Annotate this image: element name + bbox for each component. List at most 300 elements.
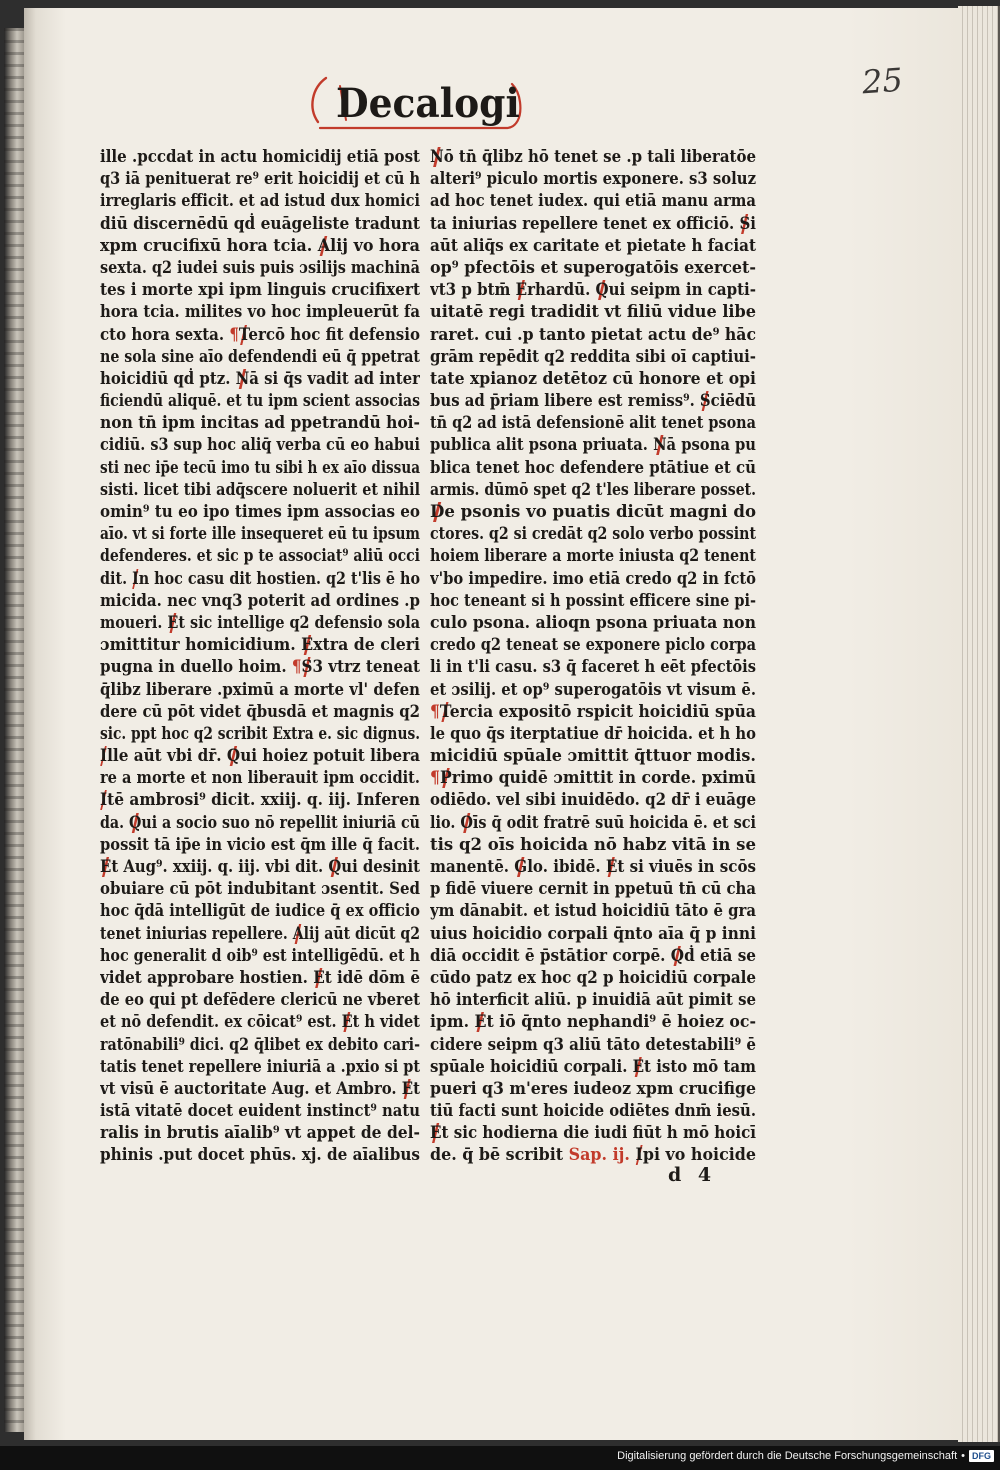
text-line-content (100, 968, 420, 988)
text-run: li in t'li casu. s3 q̄ faceret h eēt pfectōis (430, 657, 756, 678)
rubricated-initial: E (430, 1123, 442, 1144)
text-line-content (100, 369, 420, 389)
rubricated-initial: E (301, 635, 314, 656)
text-line (430, 723, 756, 745)
adjacent-page-edge (4, 28, 24, 1432)
text-run: tate xpianoz detētoz cū honore et opi (430, 368, 756, 389)
text-line-content (100, 680, 420, 700)
footer-content (617, 1450, 994, 1462)
text-run: ipm. (430, 1012, 475, 1033)
text-run: videt approbare hostien. (100, 967, 314, 988)
text-run: aīo. vt si forte ille insequeret eū tu ipsum (100, 524, 420, 545)
rubricated-initial: E (515, 280, 528, 301)
text-line (430, 168, 756, 190)
text-line (430, 1034, 756, 1056)
text-line-content (430, 524, 756, 544)
text-run: de. q̄ bē scribit (430, 1145, 569, 1166)
text-line-content (430, 901, 756, 921)
text-run: le quo q̄s iterptatiue dr̄ hoicida. et h ho (430, 723, 756, 744)
text-line-content (100, 236, 420, 256)
text-line-content (100, 413, 420, 433)
rubricated-initial: E (401, 1078, 414, 1099)
text-line-content (430, 1145, 756, 1165)
text-run: tes i morte xpi ipm linguis crucifixert (100, 280, 420, 301)
text-line-content (100, 435, 420, 455)
text-run: possit tā ip̄e in vicio est q̄m ille q̄ facit. (100, 834, 420, 855)
text-line (100, 235, 420, 257)
text-line (430, 1100, 756, 1122)
text-run: sisti. licet tibi adq̄scere noluerit et nihil (100, 479, 420, 500)
text-line-content (100, 768, 420, 788)
text-line-content (100, 524, 420, 544)
text-line (100, 856, 420, 878)
rubricated-initial: Q (670, 945, 685, 966)
text-line (100, 324, 420, 346)
text-line (430, 523, 756, 545)
text-line (430, 900, 756, 922)
text-line (430, 1122, 756, 1144)
text-run: ym dānabit. et istud hoicidiū tāto ē gra (430, 901, 756, 922)
text-line-content (430, 169, 756, 189)
text-line-content (430, 813, 756, 833)
text-run: n hoc casu dit hostien. q2 t'lis ē ho (138, 568, 420, 589)
text-line (100, 168, 420, 190)
text-line-content (430, 1057, 756, 1077)
rubricated-initial: E (632, 1056, 645, 1077)
text-line (430, 457, 756, 479)
dfg-logo: DFG (969, 1450, 994, 1462)
text-line (100, 900, 420, 922)
text-line-content (430, 657, 756, 677)
text-line-content (430, 546, 756, 566)
text-line (100, 279, 420, 301)
text-line (430, 1011, 756, 1033)
text-line-content (100, 813, 420, 833)
text-run: ɔmittitur homicidium. (100, 635, 302, 656)
footer-separator: • (961, 1450, 965, 1462)
rubricated-initial: I (132, 568, 139, 589)
text-line (100, 1122, 420, 1144)
text-run: lij vo hora (330, 235, 420, 256)
text-run: raret. cui .p tanto pietat actu de⁹ hāc (430, 324, 756, 345)
text-line (100, 457, 420, 479)
text-line-content (430, 724, 756, 744)
text-run: bus ad p̄riam libere est remiss⁹. (430, 391, 700, 412)
text-line-content (100, 325, 420, 345)
text-line (100, 523, 420, 545)
text-line (100, 590, 420, 612)
text-run: tis q2 oīs hoicida nō habz vitā in se (430, 834, 756, 855)
text-run: diā occidit ē p̄stātior corpē. (430, 945, 671, 966)
text-line-content (430, 325, 756, 345)
page-stack-edges (958, 6, 1000, 1442)
text-run: ficiendū aliquē. et tu ipm scient associas (100, 391, 420, 412)
rubricated-initial: G (514, 857, 528, 877)
text-line (430, 434, 756, 456)
text-run: ta iniurias repellere tenet ex officiō. (430, 213, 740, 234)
text-run: ui a socio suo nō repellit iniuriā cū (141, 812, 420, 833)
text-run: tenet iniurias repellere. (100, 923, 293, 944)
text-run: rimo quidē ɔmittit in corde. pximū (451, 768, 756, 789)
text-run: hoc q̄dā intelligūt de iudice q̄ ex officio (100, 901, 420, 922)
text-line (100, 656, 420, 678)
text-line (100, 701, 420, 723)
text-run: uitatē regi tradidit vt filiū vidue libe (430, 302, 756, 323)
text-line (100, 723, 420, 745)
text-run: uius hoicidio corpali q̄nto aīa q̄ p inni (430, 923, 756, 944)
text-line-content (430, 391, 756, 411)
text-line-content (430, 790, 756, 810)
text-line-content (100, 879, 420, 899)
text-line-content (430, 1012, 756, 1032)
text-run: e psonis vo puatis dicūt magni do (444, 502, 756, 522)
text-line (430, 324, 756, 346)
text-run: t idē dōm ē (324, 967, 420, 988)
text-run: lle aūt vbi dr̄. (107, 746, 227, 767)
text-line (100, 834, 420, 856)
rubric-mark: ¶ (430, 701, 440, 722)
rubricated-initial: E (474, 1012, 487, 1033)
rubricated-initial: Q (226, 746, 241, 767)
text-line-content (430, 968, 756, 988)
text-line (100, 945, 420, 967)
text-line-content (430, 480, 756, 500)
text-line (430, 568, 756, 590)
text-run: defenderes. et sic p te associat⁹ aliū occi (100, 546, 420, 567)
text-line-content (100, 480, 420, 500)
text-line-content (430, 502, 756, 522)
text-run: hoc generalit d oib⁹ est intelligēdū. et h (100, 945, 420, 966)
text-line-content (100, 1035, 420, 1055)
text-run: vt visū ē auctoritate Aug. et Ambro. (100, 1078, 402, 1099)
text-run: dere cū pōt videt q̄busdā et magnis q2 (100, 701, 420, 722)
text-line (100, 767, 420, 789)
text-run: lo. ibidē. (527, 857, 606, 877)
text-line-content (100, 1079, 420, 1099)
text-line (100, 1034, 420, 1056)
text-run: xtra de cleri (313, 635, 420, 656)
text-line (100, 412, 420, 434)
rubricated-initial: E (341, 1012, 353, 1033)
text-line (100, 301, 420, 323)
footer-credit: Digitalisierung gefördert durch die Deutsche Forschungsgemeinschaft (617, 1450, 958, 1462)
text-line (430, 701, 756, 723)
text-line (430, 545, 756, 567)
text-line-content (100, 214, 420, 234)
rubricated-initial: I (635, 1145, 643, 1166)
text-run: lij aūt dicūt q2 (303, 923, 420, 944)
text-line-content (100, 635, 420, 655)
rubricated-initial: E (167, 612, 179, 633)
text-line-content (430, 1123, 756, 1143)
text-line (100, 1078, 420, 1100)
text-run: ḋ etiā se (684, 945, 756, 966)
rubricated-initial: S (739, 213, 751, 234)
text-run: spūale hoicidiū corpali. (430, 1056, 633, 1077)
text-run: sic. ppt hoc q2 scribit Extra e. sic dignus. (100, 723, 420, 744)
rubricated-initial: T (238, 324, 249, 345)
text-line (430, 834, 756, 856)
text-line-content (430, 768, 756, 788)
text-line-content (430, 458, 756, 478)
text-line (430, 146, 756, 168)
text-line-content (430, 613, 756, 633)
text-line-content (100, 458, 420, 478)
text-run: hoc teneant si h possint efficere sine pi- (430, 590, 756, 611)
text-line (100, 146, 420, 168)
text-line-content (100, 857, 420, 877)
text-run: de eo qui pt defēdere clericū ne vberet (100, 990, 420, 1011)
rubric-mark: Sap. ij. (568, 1145, 630, 1166)
text-run: pugna in duello hoim. (100, 657, 292, 678)
rubric-mark: ¶ (430, 768, 440, 789)
text-line-content (430, 147, 756, 167)
text-line-content (430, 879, 756, 899)
text-line (100, 346, 420, 368)
text-run: i (750, 213, 756, 234)
text-run: tn̄ q2 ad istā defensionē alit tenet psona (430, 413, 756, 434)
text-run: grām repēdit q2 reddita sibi oī captiui- (430, 346, 756, 367)
text-run: ad hoc tenet iudex. qui etiā manu arma (430, 191, 756, 212)
rubricated-initial: E (605, 857, 618, 877)
text-run: hoicidiū qḋ ptz. (100, 368, 236, 389)
text-run: t (413, 1078, 420, 1099)
text-line-content (100, 657, 420, 677)
rubricated-initial: I (100, 746, 108, 767)
text-line-content (430, 302, 756, 322)
text-line (430, 923, 756, 945)
text-line-content (430, 1079, 756, 1099)
rubric-mark: ¶ (229, 324, 239, 345)
text-line-content (100, 546, 420, 566)
text-run: culo psona. alioqn psona priuata non (430, 612, 756, 633)
text-run: hō interficit aliū. p inuidiā aūt pimit se (430, 990, 756, 1011)
text-run: micida. nec vnq3 poterit ad ordines .p (100, 590, 420, 611)
rubricated-initial: A (317, 235, 331, 256)
text-run: ralis in brutis aīalib⁹ vt appet de del- (100, 1123, 420, 1144)
text-run: armis. dūmō spet q2 t'les liberare posset. (430, 479, 756, 500)
text-line-content (100, 347, 420, 367)
text-line (430, 967, 756, 989)
text-line-content (100, 1012, 420, 1032)
text-run: ui desinit (341, 857, 420, 877)
rubricated-initial: N (653, 435, 667, 456)
text-line-content (100, 591, 420, 611)
text-run: moueri. (100, 612, 168, 633)
text-line (430, 856, 756, 878)
text-line (100, 612, 420, 634)
text-line (430, 767, 756, 789)
rubricated-initial: N (430, 147, 444, 167)
text-line (430, 479, 756, 501)
text-run: ille .pccdat in actu homicidij etiā post (100, 147, 420, 167)
text-line (100, 368, 420, 390)
text-run: hora tcia. milites vo hoc impleuerūt fa (100, 302, 420, 323)
text-run: ui seipm in capti- (608, 280, 756, 301)
text-line (100, 679, 420, 701)
text-line-content (100, 746, 420, 766)
text-line (100, 190, 420, 212)
text-line-content (430, 236, 756, 256)
text-run: hoiem liberare a morte iniusta q2 tenent (430, 546, 756, 567)
text-line-content (100, 169, 420, 189)
text-run: ctores. q2 si credāt q2 solo verbo possint (430, 524, 756, 545)
text-run: v'bo impedire. imo etiā credo q2 in fctō (430, 568, 756, 589)
text-line-content (430, 280, 756, 300)
text-run: cidere seipm q3 aliū tāto detestabili⁹ ē (430, 1034, 756, 1055)
text-run: q3 iā penituerat re⁹ erit hoicidij et cū h (100, 169, 420, 190)
text-line-content (430, 1101, 756, 1121)
rubricated-initial: E (313, 967, 325, 988)
rubricated-initial: T (439, 701, 450, 722)
text-line (430, 612, 756, 634)
text-run: vt3 p btm̄ (430, 280, 516, 301)
text-line-content (100, 1145, 420, 1165)
text-line (100, 745, 420, 767)
text-run: publica alit psona priuata. (430, 435, 654, 456)
text-run: rhardū. (527, 280, 596, 301)
text-run: phinis .put docet phūs. xj. de aīalibus (100, 1145, 420, 1166)
rubricated-initial: P (439, 768, 452, 789)
text-line-content (430, 857, 756, 877)
rubricated-initial: Q (328, 857, 342, 877)
text-run: t Aug⁹. xxiij. q. iij. vbi dit. (111, 857, 329, 877)
text-run: ne sola sine aīo defendendi eū q̄ ppetrat (100, 346, 420, 367)
text-line (430, 390, 756, 412)
text-run: pi vo hoicide (642, 1145, 756, 1166)
text-run: op⁹ pfectōis et superogatōis exercet- (430, 257, 756, 278)
text-line (100, 568, 420, 590)
text-run: sti nec ip̄e tecū imo tu sibi h ex aīo dissua (100, 457, 420, 478)
text-run: t sic intellige q2 defensio sola (178, 612, 420, 633)
text-run: t iō q̄nto nephandi⁹ ē hoiez oc- (486, 1012, 756, 1033)
text-line (100, 789, 420, 811)
text-run: t sic hodierna die iudi fiūt h mō hoicī (441, 1123, 756, 1144)
text-line (100, 213, 420, 235)
text-line (430, 590, 756, 612)
text-line-content (430, 680, 756, 700)
rubricated-initial: D (430, 502, 445, 522)
text-line (430, 213, 756, 235)
text-line (430, 656, 756, 678)
text-run: omin⁹ tu eo ipo times ipm associas eo (100, 502, 420, 522)
text-run: ō tn̄ q̄libz hō tenet se .p tali liberatōe (443, 147, 756, 167)
text-line (100, 923, 420, 945)
text-line (430, 257, 756, 279)
text-line-content (430, 191, 756, 211)
text-line-content (100, 569, 420, 589)
text-line-content (100, 1057, 420, 1077)
text-line (430, 745, 756, 767)
text-line-content (430, 369, 756, 389)
text-line (430, 634, 756, 656)
text-line (100, 878, 420, 900)
text-line (100, 812, 420, 834)
text-line (430, 190, 756, 212)
text-line (100, 257, 420, 279)
text-line-content (430, 946, 756, 966)
text-line (100, 1011, 420, 1033)
text-line (430, 301, 756, 323)
text-line-content (100, 1101, 420, 1121)
text-line (430, 1078, 756, 1100)
text-run: p fidē viuere cernit in ppetuū tn̄ cū cha (430, 879, 756, 900)
text-line-content (100, 147, 420, 167)
text-run: odiēdo. vel sibi inuidēdo. q2 dr̄ i euāge (430, 790, 756, 811)
text-line (430, 501, 756, 523)
text-run: tē ambrosi⁹ dicit. xxiij. q. iij. Inferen (107, 790, 420, 811)
folio-number: 25 (860, 60, 904, 102)
text-line-content (100, 502, 420, 522)
text-run: ercō hoc fit defensio (248, 324, 420, 345)
rubricated-initial: Q (595, 280, 609, 301)
rubricated-initial: S (301, 657, 313, 678)
text-line-content (100, 191, 420, 211)
text-line-content (100, 391, 420, 411)
text-line-content (430, 835, 756, 855)
text-line (430, 235, 756, 257)
text-line-content (430, 702, 756, 722)
running-head: Decalogi (336, 80, 520, 127)
text-line (100, 545, 420, 567)
text-run: sexta. q2 iudei suis puis ɔsilijs machinā (100, 257, 420, 278)
text-line (430, 789, 756, 811)
signature-mark: d 4 (668, 1164, 717, 1186)
text-line-content (430, 258, 756, 278)
text-line (100, 634, 420, 656)
text-line (100, 390, 420, 412)
text-line-content (100, 302, 420, 322)
text-line-content (430, 635, 756, 655)
text-run: micidiū spūale ɔmittit q̄ttuor modis. (430, 746, 756, 767)
text-line-content (430, 347, 756, 367)
rubricated-initial: Q (129, 812, 142, 833)
text-run: t h videt (352, 1012, 420, 1033)
text-line (430, 412, 756, 434)
text-line-content (100, 901, 420, 921)
left-column (100, 146, 420, 1167)
text-line (100, 434, 420, 456)
text-run: tiū facti sunt hoicide odiētes dnm̄ iesū. (430, 1101, 756, 1122)
text-line-content (100, 613, 420, 633)
text-line-content (100, 702, 420, 722)
text-run: manentē. (430, 857, 515, 877)
text-run: dit. (100, 568, 133, 589)
text-line-content (100, 1123, 420, 1143)
text-line (430, 878, 756, 900)
text-run: et ɔsilij. et op⁹ superogatōis vt visum ē. (430, 679, 756, 700)
text-line (100, 989, 420, 1011)
text-run: aūt aliq̄s ex caritate et pietate h faciat (430, 235, 756, 256)
right-column (430, 146, 756, 1167)
rubricated-initial: A (292, 923, 304, 944)
text-line (100, 1100, 420, 1122)
text-run: ciēdū (710, 391, 756, 412)
text-run: t si viuēs in scōs (617, 857, 756, 877)
text-run: alteri⁹ piculo mortis exponere. s3 soluz (430, 169, 756, 190)
text-run: irreglaris efficit. et ad istud dux homici (100, 191, 420, 212)
text-run: lio. (430, 812, 461, 833)
text-line-content (100, 790, 420, 810)
text-run: cidiū. s3 sup hoc aliq̄ verba cū eo habui (100, 435, 420, 456)
rubricated-initial: N (235, 368, 250, 389)
text-run: xpm crucifixū hora tcia. (100, 235, 318, 256)
text-run: t isto mō tam (644, 1056, 756, 1077)
text-run: 3 vtrz teneat (312, 657, 420, 678)
text-run: istā vitatē docet euident instinct⁹ natu (100, 1101, 420, 1122)
rubric-mark: ¶ (291, 657, 302, 678)
rubricated-initial: O (460, 812, 473, 833)
